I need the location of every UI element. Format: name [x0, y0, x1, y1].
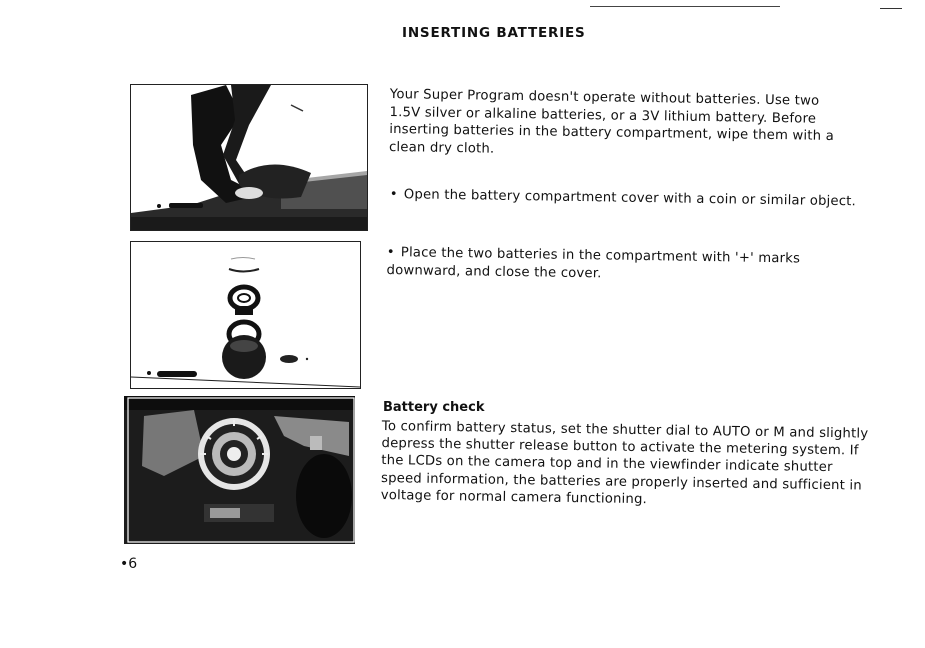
- step-place-batteries: [386, 244, 826, 286]
- battery-check-paragraph: To confirm battery status, set the shutter dial to AUTO or M and slightly depress the shutter release button to activate the metering system. If the LCDs on the camera top and in the viewfinder indicate shutter speed information, the batteries are properly inserted and sufficient in voltage for normal camera functioning.: [380, 418, 869, 507]
- coin-opening-battery-cover-photo: [130, 84, 368, 231]
- page-number-value: 6: [128, 556, 138, 572]
- step-open-cover-text: Open the battery compartment cover with a coin or similar object.: [403, 187, 857, 210]
- top-rule: [590, 6, 780, 7]
- intro-paragraph: Your Super Program doesn't operate without batteries. Use two 1.5V silver or alkaline batteries, or a 3V lithium battery. Before inserting batteries in the battery compartment, wipe them with a clean dry cloth.: [388, 86, 835, 157]
- page-number-bullet: •: [120, 556, 129, 572]
- battery-check-heading: Battery check: [383, 400, 485, 415]
- battery-insertion-diagram-photo: [130, 241, 361, 389]
- step-open-cover: [390, 186, 890, 211]
- camera-top-shutter-dial-photo: [124, 396, 355, 544]
- page-title: INSERTING BATTERIES: [402, 25, 586, 41]
- page-number: [120, 556, 137, 572]
- top-rule-right: [880, 8, 902, 9]
- bullet-mark: •: [389, 186, 398, 203]
- bullet-mark: •: [386, 244, 395, 261]
- step-place-batteries-text: Place the two batteries in the compartment with '+' marks downward, and close the cover.: [386, 245, 801, 281]
